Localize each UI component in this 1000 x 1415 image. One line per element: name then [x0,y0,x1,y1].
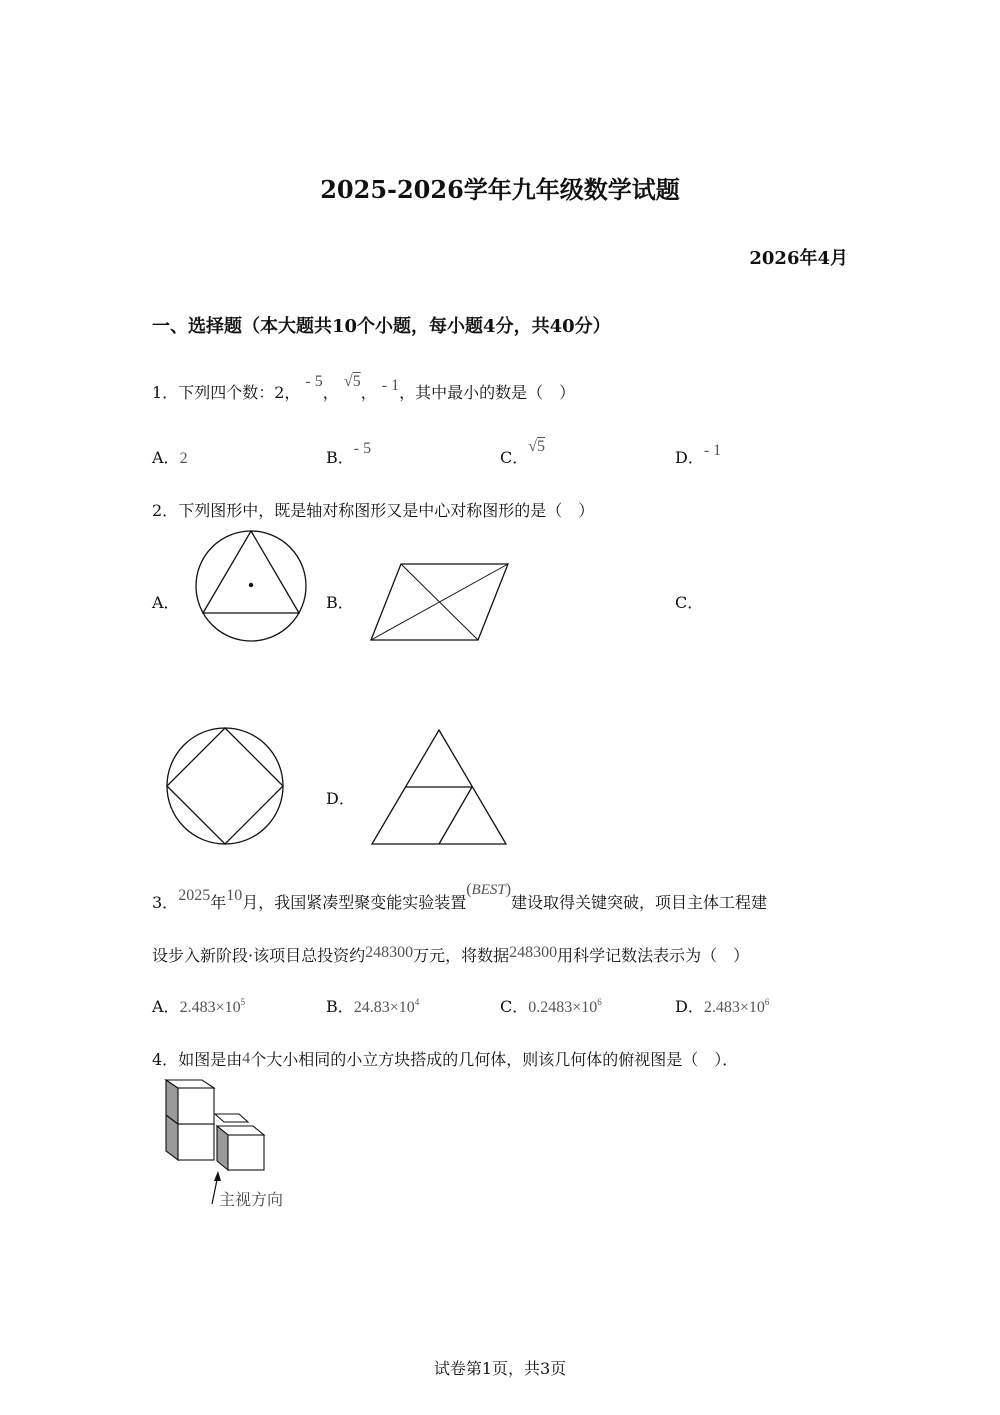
question-3-line2: 设步入新阶段·该项目总投资约248300万元，将数据248300用科学记数法表示为（ ） [152,944,750,965]
option-a[interactable]: A．2 [152,448,188,467]
math-value: 4 [242,1050,251,1067]
option-b[interactable]: B．- 5 [326,440,372,467]
circle-square-figure [165,727,287,847]
math-value: 248300 [509,944,558,961]
question-text: 下列图形中，既是轴对称图形又是中心对称图形的是（ ） [178,501,595,520]
question-text: ，其中最小的数是（ ） [399,383,576,402]
section-heading: 一、选择题（本大题共10个小题，每小题4分，共40分） [152,316,611,337]
math-value: 248300 [365,944,414,961]
option-a[interactable]: A． [152,593,180,612]
option-d[interactable]: D．$2.483\times 10^6$ [675,997,770,1016]
page-title: 2025-2026学年九年级数学试题 [320,175,680,204]
math-value: 2025 [178,887,211,904]
option-a[interactable]: A．$2.483\times 10^5$ [152,997,246,1016]
question-4: 4．如图是由4个大小相同的小立方块搭成的几何体，则该几何体的俯视图是（ ）． [152,1050,739,1069]
option-c[interactable]: C． [675,593,704,612]
math-value: - 5 [305,373,323,390]
circle-triangle-figure [195,530,310,645]
sqrt-value: √5 [343,373,361,390]
question-number: 2． [152,501,179,520]
question-3: 3．2025年10月，我国紧凑型聚变能实验装置(BEST)建设取得关键突破，项目主体工程建 [152,881,768,912]
separator: ， [322,383,339,402]
math-value: 10 [226,887,243,904]
question-number: 3． [152,893,179,912]
separator: ， [360,383,377,402]
option-d[interactable]: D．- 1 [675,442,722,467]
option-b[interactable]: B．$24.83\times 10^4$ [326,997,420,1016]
math-value: (BEST) [466,881,512,898]
option-d[interactable]: D． [326,789,355,808]
exam-date: 2026年4月 [749,248,848,269]
parallelogram-figure [368,562,513,644]
option-b[interactable]: B． [326,593,354,612]
option-c[interactable]: C．√5 [500,438,546,467]
question-2 [152,498,594,521]
option-c[interactable]: C．$0.2483\times 10^6$ [500,997,602,1016]
question-number: 4． [152,1050,179,1069]
question-number: 1． [152,383,179,402]
question-1 [152,373,576,403]
page-footer: 试卷第1页，共3页 [433,1359,567,1378]
figure-caption: 主视方向 [219,1190,284,1209]
question-text: 下列四个数：2， [178,383,301,402]
math-value: - 1 [381,377,400,394]
triangle-split-figure [370,728,510,848]
